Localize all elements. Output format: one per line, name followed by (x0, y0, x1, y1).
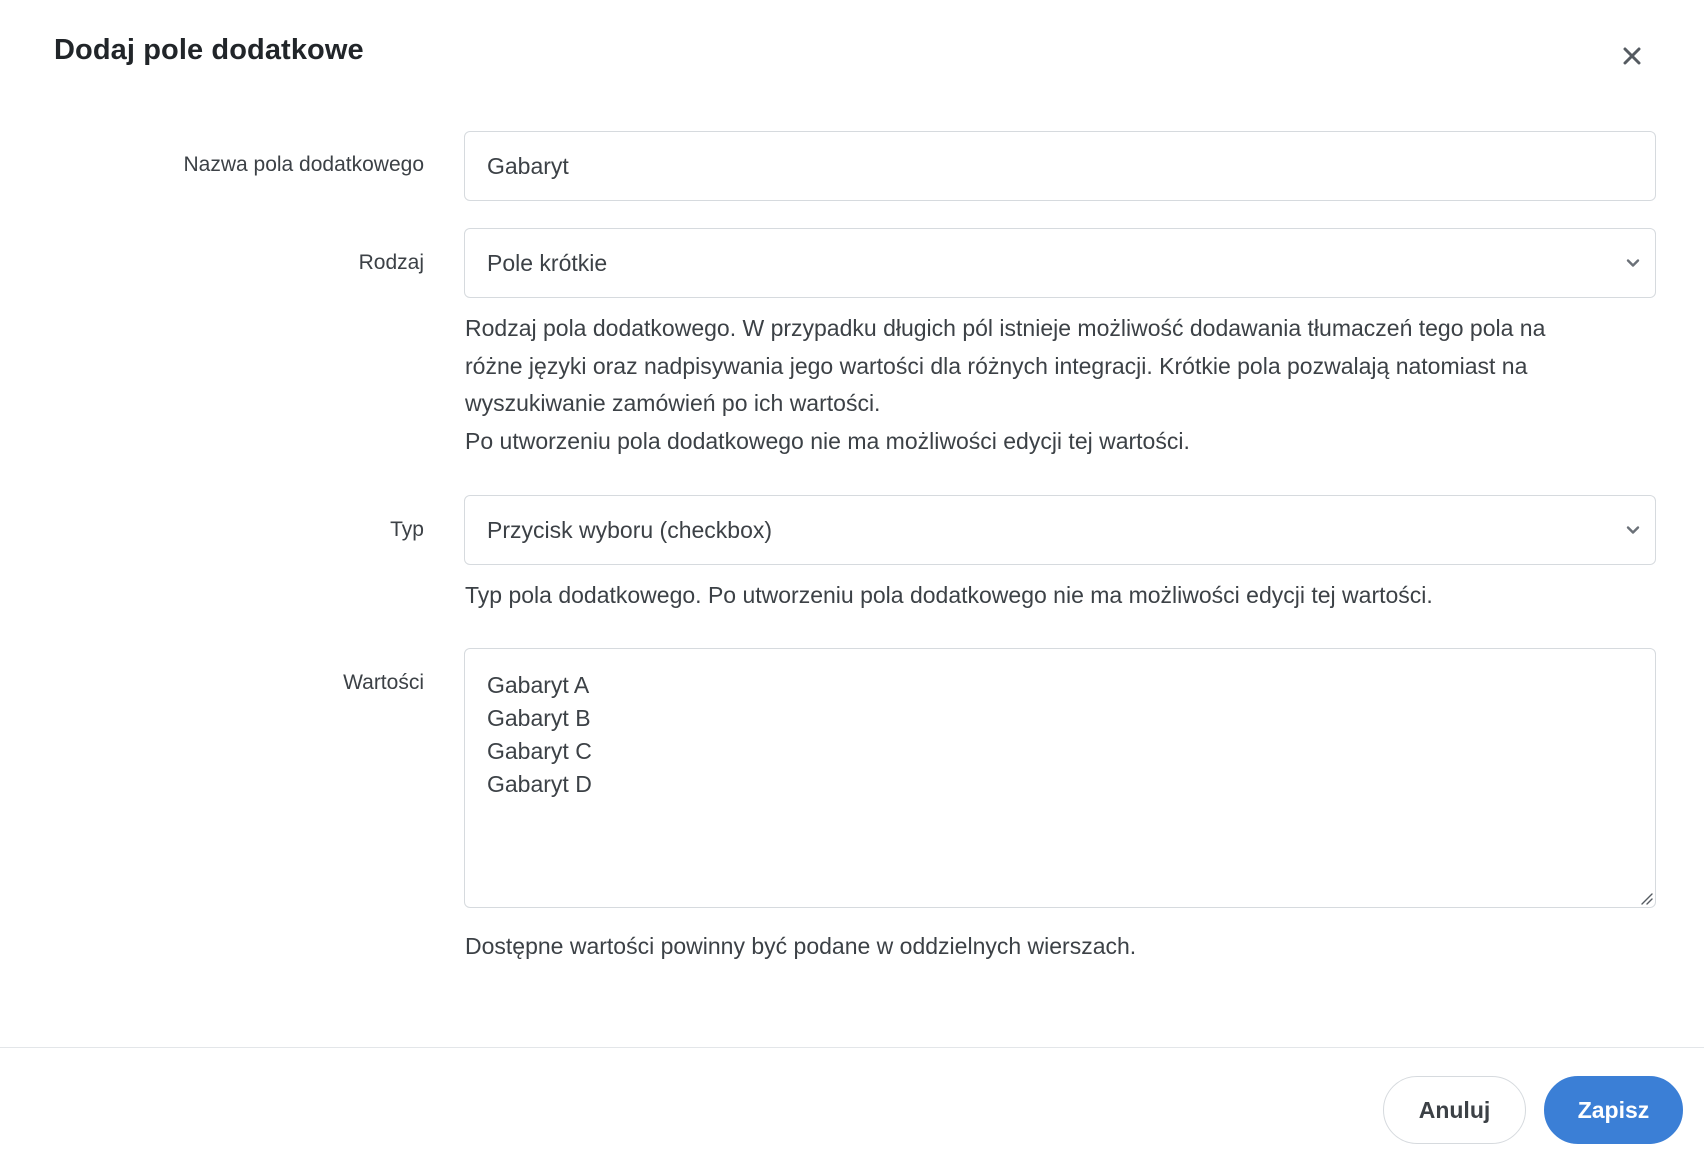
kind-help-line: Rodzaj pola dodatkowego. W przypadku długich pól istnieje możliwość dodawania tłumaczeń tego pola na (465, 315, 1546, 341)
resize-handle-icon[interactable] (1639, 891, 1653, 905)
kind-select-value: Pole krótkie (487, 249, 608, 276)
kind-select[interactable] (464, 228, 1656, 298)
footer-divider (0, 1047, 1704, 1048)
name-field-label: Nazwa pola dodatkowego (183, 153, 424, 176)
close-icon (1623, 47, 1641, 65)
chevron-down-icon (1623, 253, 1643, 273)
name-input[interactable] (464, 131, 1656, 201)
values-help-text: Dostępne wartości powinny być podane w oddzielnych wierszach. (465, 933, 1137, 959)
name-input-value: Gabaryt (487, 152, 569, 179)
type-select-value: Przycisk wyboru (checkbox) (487, 516, 773, 543)
close-button[interactable] (1616, 40, 1648, 72)
values-line: Gabaryt C (487, 738, 592, 764)
type-field-label: Typ (390, 518, 424, 541)
chevron-down-icon (1623, 520, 1643, 540)
kind-help-line: różne języki oraz nadpisywania jego wartości dla różnych integracji. Krótkie pola pozwalają natomiast na (465, 352, 1528, 379)
kind-help-line: wyszukiwanie zamówień po ich wartości. (465, 390, 881, 416)
type-help-text: Typ pola dodatkowego. Po utworzeniu pola dodatkowego nie ma możliwości edycji tej wartości. (465, 582, 1433, 608)
cancel-button[interactable]: Anuluj (1383, 1076, 1526, 1144)
kind-help-line: Po utworzeniu pola dodatkowego nie ma możliwości edycji tej wartości. (465, 427, 1190, 454)
values-line: Gabaryt B (487, 705, 591, 731)
kind-help-text (465, 310, 1665, 460)
dialog-title: Dodaj pole dodatkowe (54, 34, 364, 66)
values-field-label: Wartości (343, 671, 424, 694)
save-button[interactable]: Zapisz (1544, 1076, 1683, 1144)
values-line: Gabaryt D (487, 771, 592, 797)
type-select[interactable] (464, 495, 1656, 565)
kind-field-label: Rodzaj (358, 251, 424, 274)
values-textarea[interactable] (464, 648, 1656, 908)
values-line: Gabaryt A (487, 672, 590, 698)
